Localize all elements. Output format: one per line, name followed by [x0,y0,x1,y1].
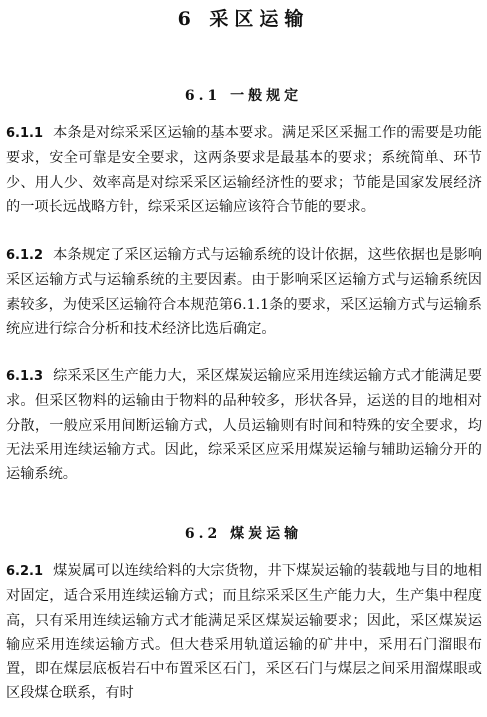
clause-number: 6.1.1 [6,126,44,141]
clause-text: 本条是对综采采区运输的基本要求。满足采区采掘工作的需要是功能要求，安全可靠是安全要求，这两条要求是最基本的要求；系统简单、环节少、用人少、效率高是对综采采区运输经济性的要求；节能是国家发展经济的一项长远战略方针，综采采区运输应该符合节能的要求。 [6,125,482,215]
clause-number: 6.2.1 [6,564,44,579]
clause-6-1-1 [6,121,482,219]
clause-6-1-3 [6,364,482,486]
chapter-title: 6 采区运输 [177,8,310,30]
clause-number: 6.1.3 [6,369,44,384]
clause-number: 6.1.2 [6,248,44,263]
clause-text: 本条规定了采区运输方式与运输系统的设计依据，这些依据也是影响采区运输方式与运输系统的主要因素。由于影响采区运输方式与运输系统因素较多，为使采区运输符合本规范第6.1.1条的要求，采区运输方式与运输系统应进行综合分析和技术经济比选后确定。 [6,247,482,337]
section-title-6-2: 6.2 煤炭运输 [184,526,303,542]
clause-6-2-1 [6,559,482,706]
clause-text: 综采采区生产能力大，采区煤炭运输应采用连续运输方式才能满足要求。但采区物料的运输由于物料的品种较多，形状各异，运送的目的地相对分散，一般应采用间断运输方式，人员运输则有时间和特殊的安全要求，均无法采用连续运输方式。因此，综采采区应采用煤炭运输与辅助运输分开的运输系统。 [6,368,482,483]
clause-6-1-2 [6,243,482,341]
section-title-6-1: 6.1 一般规定 [184,88,303,104]
clause-text: 煤炭属可以连续给料的大宗货物，井下煤炭运输的装载地与目的地相对固定，适合采用连续运输方式；而且综采采区生产能力大，生产集中程度高，只有采用连续运输方式才能满足采区煤炭运输要求；因此，采区煤炭运输应采用连续运输方式。但大巷采用轨道运输的矿井中，采用石门溜眼布置，即在煤层底板岩石中布置采区石门，采区石门与煤层之间采用溜煤眼或区段煤仓联系，有时 [6,563,482,702]
